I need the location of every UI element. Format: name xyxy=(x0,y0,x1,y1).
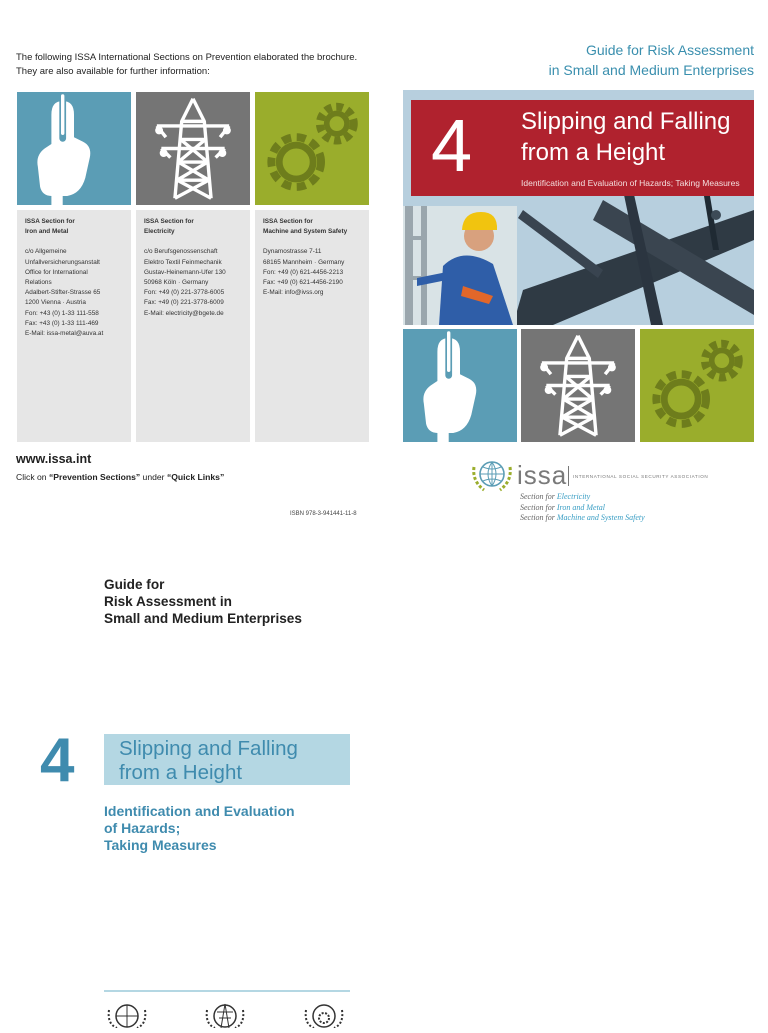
section-heading xyxy=(144,217,243,237)
section-iron-metal xyxy=(17,210,131,442)
inner-title-box xyxy=(104,734,350,785)
address-line: Elektro Textil Feinmechanik xyxy=(144,258,222,266)
section-name: Iron and Metal xyxy=(556,502,606,512)
click-instruction xyxy=(16,472,224,482)
issa-wordmark: issa xyxy=(517,460,568,490)
cover-title-line: Slipping and Falling xyxy=(521,108,731,135)
intro-line: The following ISSA International Sections on Prevention elaborated the brochure. xyxy=(16,52,358,63)
power-pylon-icon xyxy=(136,92,250,205)
address-line: Adalbert-Stifter-Strasse 65 xyxy=(25,289,101,297)
section-heading xyxy=(25,217,124,237)
section-machine-safety xyxy=(255,210,369,442)
inner-volume-number: 4 xyxy=(40,726,75,795)
guide-title xyxy=(549,40,754,80)
electricity-tile xyxy=(521,329,635,442)
section-name: Machine and System Safety xyxy=(556,513,645,523)
inner-guide-line: Small and Medium Enterprises xyxy=(104,611,302,626)
section-heading xyxy=(263,217,362,237)
power-pylon-icon xyxy=(521,329,635,442)
fax-line: Fax: +49 (0) 621-4456-2190 xyxy=(263,279,343,287)
section-heading-line: ISSA Section for xyxy=(25,218,75,225)
address-line: Office for International xyxy=(25,268,88,276)
email-line[interactable]: E-Mail: electricity@bgete.de xyxy=(144,309,224,317)
intro-line: They are also available for further information: xyxy=(16,66,210,77)
click-prefix: Click on xyxy=(16,472,49,482)
gears-icon xyxy=(640,329,754,442)
section-heading-line: Electricity xyxy=(144,228,175,236)
guide-title-line: in Small and Medium Enterprises xyxy=(548,62,754,78)
inner-guide-title xyxy=(104,576,302,627)
phone-line: Fon: +43 (0) 1-33 111-558 xyxy=(25,309,99,317)
machine-safety-tile xyxy=(640,329,754,442)
click-mid: under xyxy=(140,472,167,482)
address-line: 50968 Köln · Germany xyxy=(144,279,209,287)
inner-subtitle-line: Identification and Evaluation xyxy=(104,803,295,819)
section-line xyxy=(520,492,645,503)
cover-subtitle: Identification and Evaluation of Hazards; Taking Measures xyxy=(521,178,740,188)
inner-title xyxy=(119,737,298,785)
section-heading-line: Iron and Metal xyxy=(25,228,69,236)
address-line: c/o Allgemeine xyxy=(25,248,67,256)
issa-association-name: INTERNATIONAL SOCIAL SECURITY ASSOCIATION xyxy=(573,474,709,479)
iron-metal-tile xyxy=(17,92,131,205)
section-line xyxy=(520,503,645,514)
prevention-sections-link[interactable]: “Prevention Sections” xyxy=(48,472,141,482)
fax-line: Fax: +49 (0) 221-3778-6009 xyxy=(144,299,224,307)
machine-safety-tile xyxy=(255,92,369,205)
phone-line: Fon: +49 (0) 621-4456-2213 xyxy=(263,268,344,276)
address-line: 68165 Mannheim · Germany xyxy=(263,258,345,266)
gears-icon xyxy=(255,92,369,205)
section-name: Electricity xyxy=(556,492,591,501)
address-line: Gustav-Heinemann-Ufer 130 xyxy=(144,268,226,276)
section-prefix: Section for xyxy=(520,492,557,501)
inner-subtitle-line: Taking Measures xyxy=(104,837,217,853)
address-line: Unfallversicherungsanstalt xyxy=(25,258,100,266)
address-line: Dynamostrasse 7-11 xyxy=(263,248,322,256)
section-prefix: Section for xyxy=(520,513,557,523)
section-prefix: Section for xyxy=(520,502,557,512)
hand-plug-icon xyxy=(403,329,517,442)
guide-title-line: Guide for Risk Assessment xyxy=(585,42,754,58)
section-electricity xyxy=(136,210,250,442)
inner-subtitle-line: of Hazards; xyxy=(104,820,181,836)
hand-plug-icon xyxy=(17,92,131,205)
address-line: c/o Berufsgenossenschaft xyxy=(144,248,218,256)
address-line: 1200 Vienna · Austria xyxy=(25,299,86,307)
divider-line xyxy=(104,990,350,992)
inner-guide-line: Guide for xyxy=(104,577,165,592)
logo-divider xyxy=(568,466,569,486)
website-link[interactable]: www.issa.int xyxy=(16,452,92,466)
address-line: Relations xyxy=(25,279,52,287)
section-heading-line: ISSA Section for xyxy=(144,218,194,225)
cover-title xyxy=(521,106,730,168)
section-heading-line: ISSA Section for xyxy=(263,218,313,225)
electricity-tile xyxy=(136,92,250,205)
email-line[interactable]: E-Mail: issa-metal@auva.at xyxy=(25,330,104,338)
worker-on-ladder-photo xyxy=(403,206,517,325)
quick-links-link[interactable]: “Quick Links” xyxy=(166,472,225,482)
volume-number: 4 xyxy=(431,104,473,187)
cover-title-line: from a Height xyxy=(521,139,666,166)
section-heading-line: Machine and System Safety xyxy=(263,228,348,236)
section-line xyxy=(520,513,645,524)
globe-wreath-icon xyxy=(470,457,514,493)
title-banner xyxy=(411,100,754,196)
inner-title-line: Slipping and Falling xyxy=(119,737,298,760)
fax-line: Fax: +43 (0) 1-33 111-469 xyxy=(25,319,99,327)
email-line[interactable]: E-Mail: info@ivss.org xyxy=(263,289,324,297)
phone-line: Fon: +49 (0) 221-3778-6005 xyxy=(144,289,225,297)
worker-drawing xyxy=(403,206,517,325)
iron-metal-tile xyxy=(403,329,517,442)
isbn: ISBN 978-3-941441-11-8 xyxy=(290,511,357,517)
inner-subtitle xyxy=(104,803,295,854)
section-list xyxy=(520,492,645,524)
intro-text xyxy=(16,51,376,79)
inner-guide-line: Risk Assessment in xyxy=(104,594,232,609)
issa-globe-logo xyxy=(470,457,514,493)
inner-title-line: from a Height xyxy=(119,761,243,784)
